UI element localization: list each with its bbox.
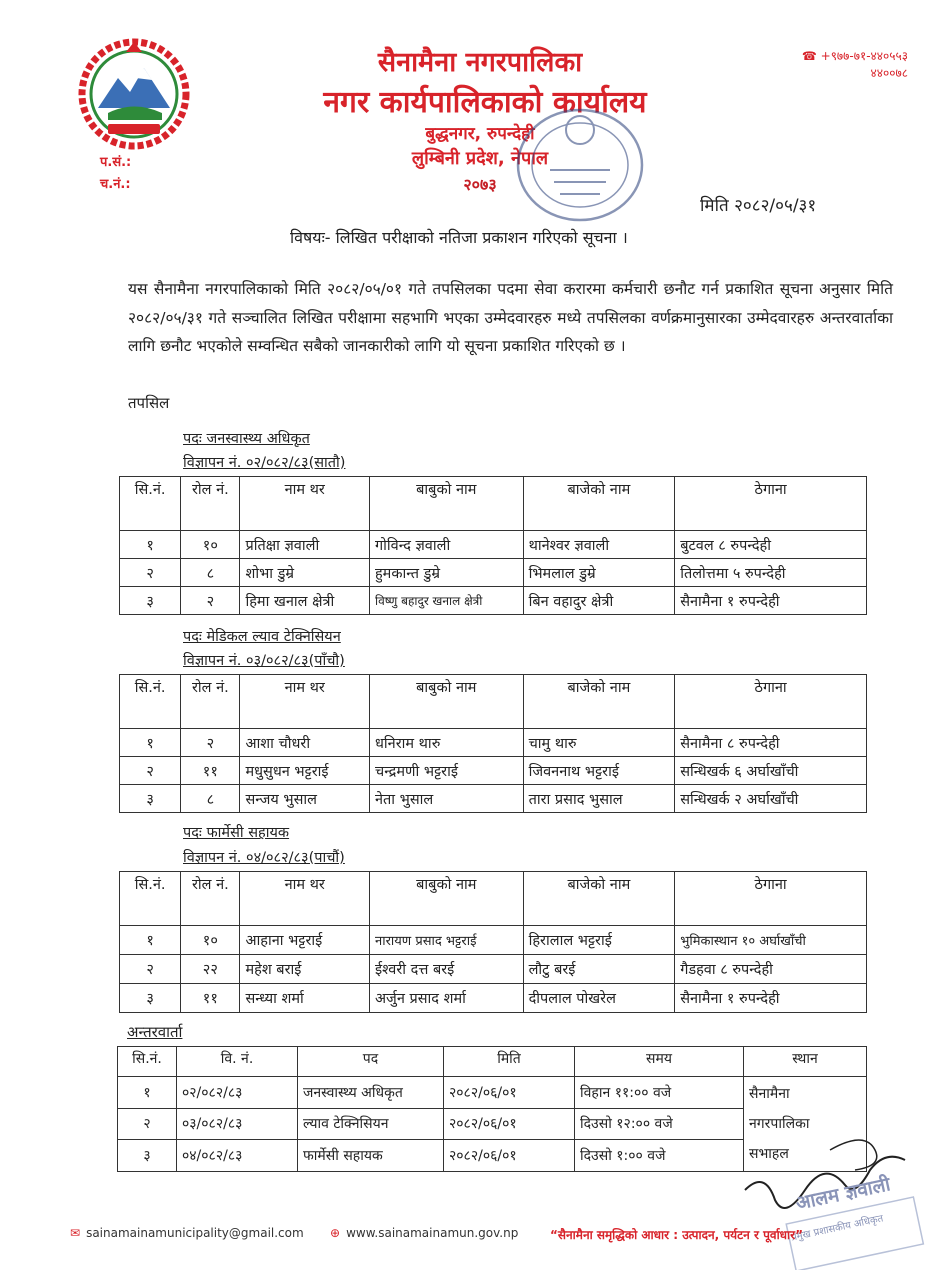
cell-grandfather: हिरालाल भट्टराई [523,926,675,955]
post-label: पदः मेडिकल ल्याव टेक्निसियन [183,629,341,645]
cell-father: गोविन्द ज्ञवाली [369,531,523,559]
globe-icon: ⊕ [330,1226,341,1240]
cell-address: सन्धिखर्क २ अर्घाखाँची [675,785,867,813]
cell-grandfather: बिन वहादुर क्षेत्री [523,587,675,615]
cell-grandfather: जिवननाथ भट्टराई [523,757,675,785]
cell-father: धनिराम थारु [369,729,523,757]
notice-date: मिति २०८२/०५/३१ [700,196,817,216]
cell-address: सैनामैना १ रुपन्देही [675,984,867,1013]
venue-line: नगरपालिका [749,1116,810,1132]
cell-date: २०८२/०६/०१ [444,1108,575,1140]
col-header: नाम थर [240,675,370,729]
col-header: बाजेको नाम [523,675,675,729]
nepal-emblem-icon [78,38,190,150]
cell-name: शोभा डुम्रे [240,559,370,587]
cell-name: सन्जय भुसाल [240,785,370,813]
col-header: ठेगाना [675,675,867,729]
website-text: www.sainamainamun.gov.np [346,1226,519,1240]
col-header: ठेगाना [675,872,867,926]
col-header: पद [298,1047,444,1077]
venue-line: सैनामैना [749,1086,790,1102]
advert-label: विज्ञापन नं. ०२/०८२/८३(सातौ) [183,455,346,471]
table-row [120,785,867,813]
col-header: नाम थर [240,872,370,926]
candidate-table [119,476,867,615]
cell-time: विहान ११:०० वजे [575,1077,744,1109]
cell-address: सैनामैना ८ रुपन्देही [675,729,867,757]
email-text: sainamainamunicipality@gmail.com [86,1226,304,1240]
phone-line-1: ☎ +९७७-७१-४४०५५३ [801,49,908,63]
col-header: रोल नं. [181,872,240,926]
cell-address: सैनामैना १ रुपन्देही [675,587,867,615]
cell-sn: २ [120,559,181,587]
cell-sn: ३ [120,785,181,813]
venue-line: सभाहल [749,1146,789,1162]
address-line-2: लुम्बिनी प्रदेश, नेपाल [411,148,549,169]
cell-sn: १ [120,531,181,559]
col-header: सि.नं. [120,675,181,729]
cell-name: आहाना भट्टराई [240,926,370,955]
advert-label: विज्ञापन नं. ०३/०८२/८३(पाँचौ) [183,653,345,669]
signature-designation: प्रमुख प्रशासकीय अधिकृत [790,1213,885,1244]
office-name: नगर कार्यपालिकाको कार्यालय [323,85,647,120]
cell-roll: १० [181,531,240,559]
cell-sn: ३ [120,984,181,1013]
cell-post: फार्मेसी सहायक [298,1140,444,1172]
footer-website[interactable] [330,1226,518,1240]
phone-line-2: ४४००७८ [870,66,908,80]
reference-number-label: प.सं.: [100,155,132,170]
col-header: बाबुको नाम [369,675,523,729]
col-header: स्थान [744,1047,867,1077]
col-header: ठेगाना [675,477,867,531]
advert-label: विज्ञापन नं. ०४/०८२/८३(पाचौं) [183,850,345,866]
table-row [120,729,867,757]
cell-name: महेश बराई [240,955,370,984]
cell-advert-no: ०३/०८२/८३ [177,1108,298,1140]
col-header: बाजेको नाम [523,477,675,531]
cell-sn: २ [120,757,181,785]
cell-sn: २ [120,955,181,984]
cell-roll: ११ [181,757,240,785]
cell-roll: २२ [181,955,240,984]
cell-name: मधुसुधन भट्टराई [240,757,370,785]
col-header: सि.नं. [118,1047,177,1077]
notice-subject: विषयः- लिखित परीक्षाको नतिजा प्रकाशन गरिएको सूचना । [290,228,628,247]
email-icon: ✉ [70,1226,81,1240]
cell-grandfather: चामु थारु [523,729,675,757]
table-row [120,587,867,615]
cell-father: नारायण प्रसाद भट्टराई [369,926,523,955]
cell-sn: १ [120,729,181,757]
cell-roll: २ [181,729,240,757]
cell-grandfather: भिमलाल डुम्रे [523,559,675,587]
cell-post: जनस्वास्थ्य अधिकृत [298,1077,444,1109]
col-header: रोल नं. [181,675,240,729]
table-row [120,757,867,785]
cell-roll: २ [181,587,240,615]
col-header: सि.नं. [120,872,181,926]
footer [0,1218,930,1248]
office-stamp-icon [510,100,650,230]
footer-email[interactable] [70,1226,304,1240]
col-header: बाबुको नाम [369,872,523,926]
cell-sn: ३ [120,587,181,615]
col-header: सि.नं. [120,477,181,531]
footer-slogan: “सैनामैना समृद्धिको आधार : उत्पादन, पर्यटन र पूर्वाधार” [550,1228,803,1242]
cell-advert-no: ०२/०८२/८३ [177,1077,298,1109]
signature-name-stamp: आलम ज्ञवाली [793,1173,893,1215]
interview-title: अन्तरवार्ता [127,1023,183,1041]
cell-father: हुमकान्त डुम्रे [369,559,523,587]
col-header: मिति [444,1047,575,1077]
cell-address: भुमिकास्थान १० अर्घाखाँची [675,926,867,955]
cell-address: बुटवल ८ रुपन्देही [675,531,867,559]
tapsil-label: तपसिल [128,394,170,412]
table-row [120,955,867,984]
cell-roll: १० [181,926,240,955]
cell-time: दिउसो १:०० वजे [575,1140,744,1172]
cell-advert-no: ०४/०८२/८३ [177,1140,298,1172]
established-year: २०७३ [463,175,497,194]
post-label: पदः फार्मेसी सहायक [183,825,290,841]
address-line-1: बुद्धनगर, रुपन्देही [425,124,535,144]
cell-grandfather: तारा प्रसाद भुसाल [523,785,675,813]
cell-father: विष्णु बहादुर खनाल क्षेत्री [369,587,523,615]
municipality-name: सैनामैना नगरपालिका [377,47,583,78]
cell-name: हिमा खनाल क्षेत्री [240,587,370,615]
candidate-table [119,871,867,1013]
dispatch-number-label: च.नं.: [100,177,131,192]
cell-grandfather: थानेश्वर ज्ञवाली [523,531,675,559]
cell-roll: ८ [181,785,240,813]
cell-roll: ८ [181,559,240,587]
cell-sn: ३ [118,1140,177,1172]
cell-name: सन्ध्या शर्मा [240,984,370,1013]
col-header: वि. नं. [177,1047,298,1077]
cell-time: दिउसो १२:०० वजे [575,1108,744,1140]
notice-body: यस सैनामैना नगरपालिकाको मिति २०८२/०५/०१ गते तपसिलका पदमा सेवा करारमा कर्मचारी छनौट गर्न प्रकाशित सूचना अनुसार मिति २०८२/०५/३१ गते सञ्चालित लिखित परीक्षामा सहभागि भएका उम्मेदवारहरु मध्ये तपसिलका वर्णक्रमानुसारका उम्मेदवारहरु अन्तरवार्ताका लागि छनौट भएकोले सम्वन्धित सबैको जानकारीको लागि यो सूचना प्रकाशित गरिएको छ । [128,280,893,355]
cell-date: २०८२/०६/०१ [444,1077,575,1109]
cell-address: गैडहवा ८ रुपन्देही [675,955,867,984]
cell-father: नेता भुसाल [369,785,523,813]
table-row [120,926,867,955]
col-header: समय [575,1047,744,1077]
col-header: बाजेको नाम [523,872,675,926]
cell-sn: १ [120,926,181,955]
cell-grandfather: दीपलाल पोखरेल [523,984,675,1013]
table-row [120,531,867,559]
cell-sn: १ [118,1077,177,1109]
cell-date: २०८२/०६/०१ [444,1140,575,1172]
col-header: नाम थर [240,477,370,531]
cell-father: चन्द्रमणी भट्टराई [369,757,523,785]
col-header: बाबुको नाम [369,477,523,531]
cell-name: प्रतिक्षा ज्ञवाली [240,531,370,559]
table-row [120,559,867,587]
table-row [120,984,867,1013]
cell-grandfather: लौटु बरई [523,955,675,984]
cell-address: तिलोत्तमा ५ रुपन्देही [675,559,867,587]
cell-roll: ११ [181,984,240,1013]
cell-post: ल्याव टेक्निसियन [298,1108,444,1140]
cell-name: आशा चौधरी [240,729,370,757]
post-label: पदः जनस्वास्थ्य अधिकृत [183,431,310,447]
candidate-table [119,674,867,813]
cell-father: अर्जुन प्रसाद शर्मा [369,984,523,1013]
cell-father: ईश्वरी दत्त बरई [369,955,523,984]
cell-sn: २ [118,1108,177,1140]
cell-address: सन्धिखर्क ६ अर्घाखाँची [675,757,867,785]
col-header: रोल नं. [181,477,240,531]
table-row [118,1077,867,1109]
